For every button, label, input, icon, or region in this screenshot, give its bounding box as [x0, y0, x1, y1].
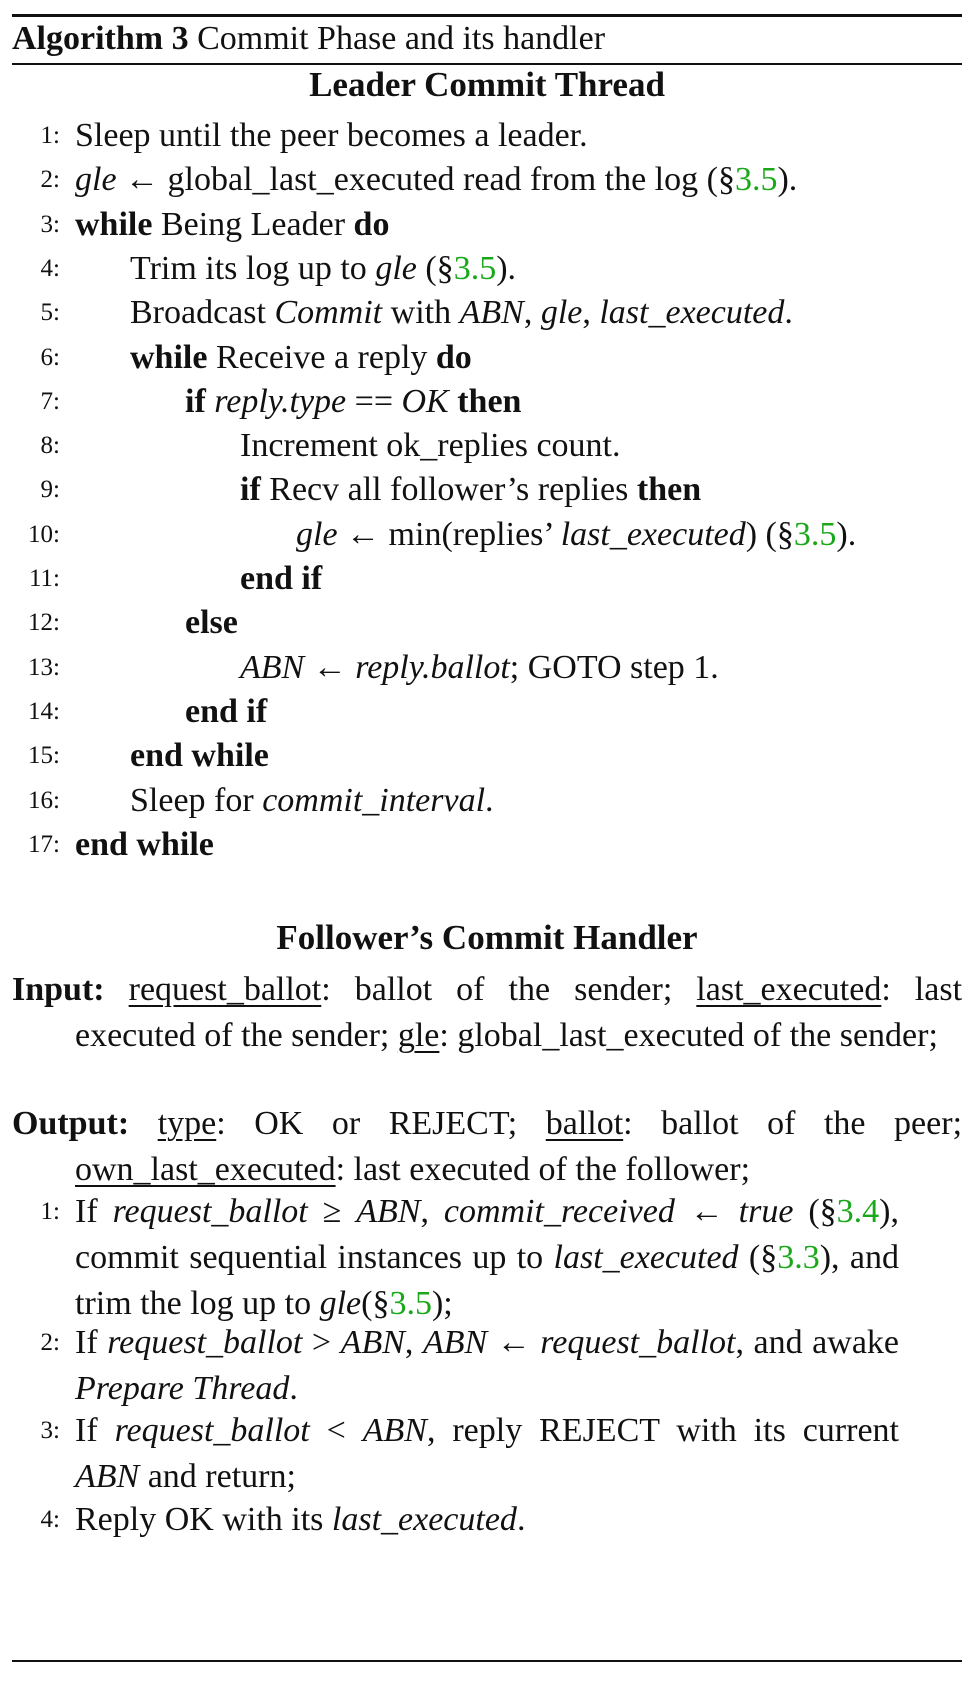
text-run: then — [636, 471, 702, 509]
step-number: 1: — [40, 1198, 60, 1225]
text-run: Reply OK with its — [75, 1501, 332, 1538]
text-run: ); — [431, 1285, 453, 1322]
output-spec — [12, 1101, 962, 1193]
section-reference-link[interactable]: 3.5 — [453, 249, 497, 287]
text-run: end if — [240, 560, 323, 597]
text-run: , and awake — [735, 1324, 899, 1361]
algorithm-label: Algorithm 3 — [12, 20, 189, 57]
text-run: gle — [540, 294, 583, 332]
text-run: while — [130, 338, 208, 376]
text-run: gle — [75, 161, 117, 199]
text-run: , — [420, 1193, 444, 1230]
section-reference-link[interactable]: 3.5 — [389, 1285, 432, 1322]
line-number: 15: — [28, 742, 60, 770]
line-text — [296, 512, 856, 558]
line-text — [75, 202, 389, 248]
algorithm-line — [0, 556, 974, 602]
text-run: request_ballot — [107, 1324, 303, 1361]
algorithm-caption — [12, 17, 605, 61]
spec-text — [75, 1105, 962, 1188]
input-label: Input: — [12, 971, 105, 1008]
step-number: 3: — [40, 1417, 60, 1444]
text-run: Sleep for — [130, 781, 263, 819]
algorithm-line — [0, 157, 974, 203]
line-text — [130, 778, 494, 824]
text-run: ), commit sequential instances up to — [75, 1193, 899, 1276]
text-run: , — [523, 294, 541, 332]
text-run: ← — [487, 1324, 541, 1361]
text-run: Prepare Thread — [75, 1370, 290, 1407]
section-reference-link[interactable]: 3.5 — [734, 161, 778, 199]
text-run: Trim its log up to — [130, 249, 376, 287]
algorithm-line — [0, 733, 974, 779]
text-run: last_executed — [560, 515, 746, 553]
line-text — [130, 335, 472, 381]
text-run — [449, 383, 458, 420]
text-run: If — [75, 1193, 113, 1230]
line-text — [240, 467, 701, 513]
text-run — [206, 383, 215, 420]
line-number: 13: — [28, 653, 60, 681]
text-run: gle — [397, 1017, 440, 1054]
leader-heading: Leader Commit Thread — [309, 65, 665, 104]
input-spec — [12, 967, 962, 1059]
text-run: . — [784, 294, 793, 332]
line-text — [130, 246, 516, 292]
algorithm-line — [0, 822, 974, 868]
text-run: ≥ — [307, 1193, 357, 1230]
algorithm-line — [0, 689, 974, 735]
text-run: ABN — [240, 648, 305, 686]
text-run: ABN — [340, 1324, 405, 1361]
step-number: 2: — [40, 1329, 60, 1356]
text-run: ; GOTO step 1. — [509, 648, 719, 686]
text-run: ABN — [362, 1412, 427, 1449]
text-run: request_ballot — [128, 971, 322, 1008]
text-run: request_ballot — [114, 1412, 310, 1449]
step-text — [75, 1320, 899, 1412]
text-run: ). — [777, 161, 798, 199]
line-number: 10: — [28, 520, 60, 548]
text-run: last_executed — [331, 1501, 517, 1538]
text-run: ABN — [422, 1324, 488, 1361]
text-run: type — [157, 1105, 217, 1142]
text-run: > — [302, 1324, 341, 1361]
text-run: . — [485, 781, 494, 819]
text-run: with — [382, 294, 460, 332]
text-run: gle — [375, 249, 417, 287]
line-text — [185, 689, 267, 735]
text-run: Sleep until the peer becomes a leader. — [75, 117, 588, 154]
text-run: own_last_executed — [75, 1151, 336, 1188]
text-run: : ballot of the peer; — [623, 1105, 963, 1142]
text-run: : ballot of the sender; — [321, 971, 697, 1008]
text-run: : last executed of the sender; — [75, 971, 963, 1054]
text-run: request_ballot — [112, 1193, 308, 1230]
line-text — [130, 290, 793, 336]
text-run: . — [289, 1370, 298, 1407]
line-text — [75, 113, 588, 159]
step-text — [75, 1497, 899, 1543]
line-text — [240, 645, 719, 691]
line-number: 17: — [28, 830, 60, 858]
algorithm-line — [0, 202, 974, 248]
text-run: and return; — [139, 1458, 296, 1495]
algorithm-line — [0, 290, 974, 336]
text-run: end while — [75, 825, 214, 863]
step-number: 4: — [40, 1506, 60, 1533]
text-run: last_executed — [553, 1239, 739, 1276]
line-number: 4: — [40, 254, 60, 282]
text-run: : last executed of the follower; — [335, 1151, 751, 1188]
line-number: 5: — [40, 299, 60, 327]
text-run: last_executed — [696, 971, 882, 1008]
text-run: , reply REJECT with its current — [426, 1412, 899, 1449]
line-number: 16: — [28, 786, 60, 814]
algorithm-line — [0, 778, 974, 824]
text-run: (§ — [361, 1285, 390, 1322]
line-number: 9: — [40, 476, 60, 504]
text-run: Being Leader — [152, 205, 354, 243]
text-run: , — [404, 1324, 423, 1361]
step-text — [75, 1408, 899, 1500]
algorithm-line — [0, 512, 974, 558]
text-run: Increment ok_replies count. — [240, 427, 621, 465]
algorithm-line — [0, 113, 974, 159]
text-run: last_executed — [599, 294, 785, 332]
text-run: < — [309, 1412, 363, 1449]
text-run: ← global_last_executed read from the log (§ — [116, 161, 735, 199]
text-run: ABN — [356, 1193, 421, 1230]
text-run: . — [516, 1501, 526, 1538]
text-run: ABN — [75, 1458, 140, 1495]
line-text — [75, 822, 214, 868]
text-run: ← — [304, 648, 356, 686]
text-run: true — [738, 1193, 794, 1230]
text-run: while — [75, 205, 153, 243]
line-number: 12: — [28, 609, 60, 637]
line-number: 8: — [40, 432, 60, 460]
algorithm-line — [0, 467, 974, 513]
text-run: (§ — [738, 1239, 778, 1276]
line-text — [185, 600, 238, 646]
text-run: do — [435, 338, 472, 376]
section-reference-link[interactable]: 3.3 — [777, 1239, 820, 1276]
text-run: end while — [130, 737, 269, 775]
text-run: Broadcast — [130, 294, 275, 332]
line-text — [130, 733, 269, 779]
algorithm-line — [0, 246, 974, 292]
text-run: If — [75, 1412, 115, 1449]
text-run: ). — [496, 249, 517, 287]
text-run: If — [75, 1324, 108, 1361]
line-text — [240, 423, 620, 469]
line-text — [75, 157, 797, 203]
text-run: ), and trim the log up to — [75, 1239, 899, 1322]
text-run: ← — [674, 1193, 739, 1230]
text-run: do — [353, 205, 390, 243]
text-run: : OK or REJECT; — [216, 1105, 546, 1142]
text-run: OK — [401, 382, 449, 420]
line-number: 3: — [40, 210, 60, 238]
text-run: , — [582, 294, 600, 332]
text-run: : global_last_executed of the sender; — [439, 1017, 938, 1054]
line-text — [240, 556, 322, 602]
text-run: gle — [296, 515, 338, 553]
section-reference-link[interactable]: 3.4 — [836, 1193, 880, 1230]
text-run: ballot — [545, 1105, 624, 1142]
line-text — [185, 379, 521, 425]
text-run: Commit — [274, 294, 383, 332]
text-run: end if — [185, 692, 268, 730]
text-run: ) (§ — [745, 515, 794, 553]
text-run: Recv all follower’s replies — [260, 471, 637, 509]
line-number: 1: — [40, 122, 60, 149]
spec-text — [75, 971, 962, 1054]
line-number: 11: — [28, 565, 60, 592]
bottom-rule — [12, 1660, 962, 1662]
text-run: ABN — [459, 294, 524, 332]
line-number: 7: — [40, 387, 60, 415]
algorithm-title: Commit Phase and its handler — [197, 20, 606, 57]
step-text — [75, 1189, 899, 1327]
line-number: 6: — [40, 343, 60, 371]
algorithm-line — [0, 379, 974, 425]
line-number: 2: — [40, 166, 60, 194]
text-run: commit_received — [443, 1193, 675, 1230]
text-run: Receive a reply — [207, 338, 436, 376]
text-run: gle — [319, 1285, 362, 1322]
text-run: reply.ballot — [355, 648, 510, 686]
line-number: 14: — [28, 697, 60, 725]
algorithm-line — [0, 600, 974, 646]
text-run: if — [240, 471, 261, 509]
text-run: == — [346, 382, 402, 420]
text-run: if — [185, 382, 206, 420]
text-run: else — [185, 604, 238, 642]
section-reference-link[interactable]: 3.5 — [793, 515, 837, 553]
text-run: ← min(replies’ — [337, 515, 561, 553]
text-run: then — [457, 382, 522, 420]
output-label: Output: — [12, 1105, 130, 1142]
algorithm-line — [0, 335, 974, 381]
text-run: (§ — [793, 1193, 837, 1230]
follower-heading: Follower’s Commit Handler — [276, 918, 698, 957]
text-run: reply.type — [214, 382, 347, 420]
text-run: ). — [836, 515, 857, 553]
algorithm-line — [0, 645, 974, 691]
text-run: (§ — [416, 249, 454, 287]
text-run: commit_interval — [262, 781, 486, 819]
algorithm-line — [0, 423, 974, 469]
text-run: request_ballot — [540, 1324, 736, 1361]
